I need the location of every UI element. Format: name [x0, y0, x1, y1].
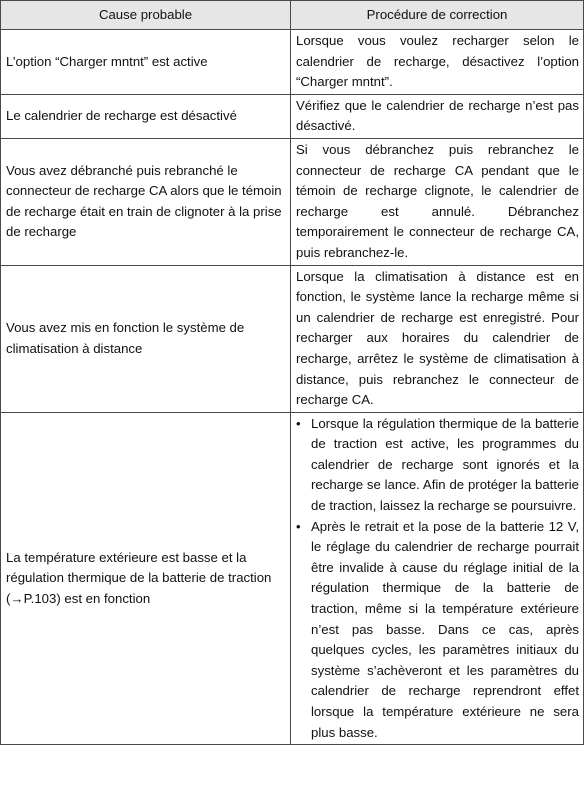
column-header-cause: Cause probable — [1, 1, 291, 30]
fix-cell: Si vous débranchez puis rebranchez le connecteur de recharge CA pendant que le témoin de recharge clignote, le calendrier de recharge est annulé. Débranchez temporairement le connecteur de recharge CA, puis rebranchez-le. — [291, 138, 584, 265]
fix-bullet-item — [296, 517, 579, 744]
cause-cell: Le calendrier de recharge est désactivé — [1, 94, 291, 138]
cause-cell: La température extérieure est basse et la régulation thermique de la batterie de traction (→P.103) est en fonction — [1, 412, 291, 745]
cause-cell: Vous avez débranché puis rebranché le connecteur de recharge CA alors que le témoin de recharge était en train de clignoter à la prise de recharge — [1, 138, 291, 265]
fix-bullet-text: Lorsque la régulation thermique de la batterie de traction est active, les programmes du calendrier de recharge sont ignorés et la recharge se lance. Afin de protéger la batterie de traction, laissez la recharge se poursuivre. — [311, 415, 579, 514]
fix-cell: Lorsque vous voulez recharger selon le calendrier de recharge, désactivez l’option “Charger mntnt”. — [291, 30, 584, 95]
fix-cell: Lorsque la climatisation à distance est en fonction, le système lance la recharge même si un calendrier de recharge est enregistré. Pour recharger aux horaires du calendrier de recharge, arrêtez le système de climatisation à distance, puis rebranchez le connecteur de recharge CA. — [291, 265, 584, 412]
table-row — [1, 265, 584, 412]
cause-cell: L’option “Charger mntnt” est active — [1, 30, 291, 95]
header-row — [1, 1, 584, 30]
bullet-icon: • — [296, 518, 301, 534]
fix-cell: Vérifiez que le calendrier de recharge n’est pas désactivé. — [291, 94, 584, 138]
fix-cell — [291, 412, 584, 745]
table-row — [1, 138, 584, 265]
table-row — [1, 412, 584, 745]
column-header-fix: Procédure de correction — [291, 1, 584, 30]
cause-cell: Vous avez mis en fonction le système de climatisation à distance — [1, 265, 291, 412]
bullet-icon: • — [296, 415, 301, 431]
fix-bullet-text: Après le retrait et la pose de la batterie 12 V, le réglage du calendrier de recharge pourrait être invalide à cause du réglage initial de la régulation thermique de la batterie de traction, même si la température extérieure n’est pas basse. Dans ce cas, après quelques cycles, les paramètres initiaux du système s’achèveront et les paramètres du calendrier de recharge reprendront effet lorsque la température extérieure ne sera plus basse. — [311, 518, 579, 740]
fix-bullet-item — [296, 414, 579, 517]
table-row — [1, 94, 584, 138]
fix-bullet-list — [296, 414, 579, 744]
table-row — [1, 30, 584, 95]
